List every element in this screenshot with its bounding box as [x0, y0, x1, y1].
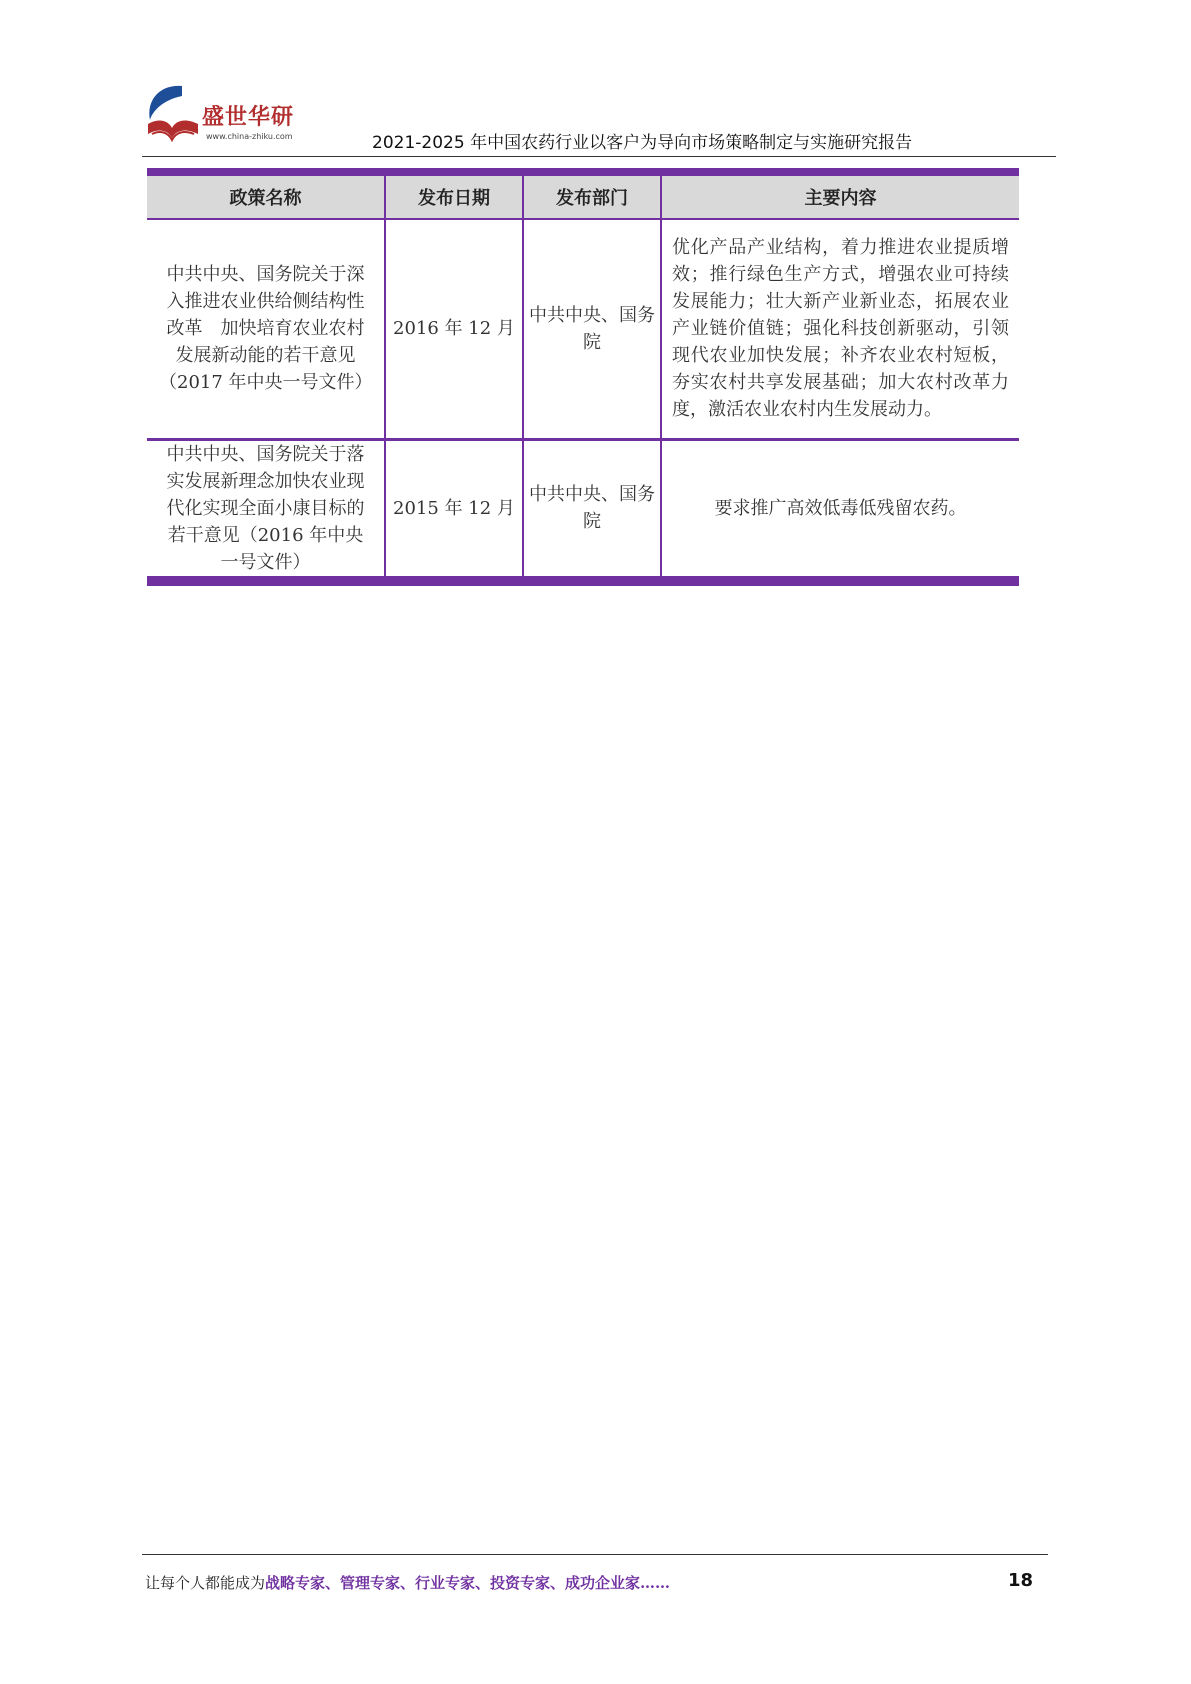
page-number: 18: [1008, 1570, 1034, 1591]
footer-divider: [142, 1554, 1048, 1555]
column-header-department: 发布部门: [523, 172, 661, 219]
policy-name-cell: 中共中央、国务院关于深入推进农业供给侧结构性改革 加快培育农业农村发展新动能的若干意见（2017 年中央一号文件）: [159, 264, 373, 394]
report-title: 2021-2025 年中国农药行业以客户为导向市场策略制定与实施研究报告: [372, 133, 913, 153]
main-content-cell: 要求推广高效低毒低残留农药。: [661, 439, 1019, 581]
company-logo: [142, 82, 317, 152]
column-header-main-content: 主要内容: [661, 172, 1019, 219]
table-row: [147, 439, 1019, 581]
release-date-cell: 2016 年 12 月: [385, 219, 523, 439]
department-cell: 中共中央、国务院: [523, 219, 661, 439]
logo-name: 盛世华研: [202, 105, 295, 130]
policy-name-cell: 中共中央、国务院关于落实发展新理念加快农业现代化实现全面小康目标的若干意见（2016 年中央一号文件）: [166, 443, 365, 573]
footer-slogan: [145, 1572, 670, 1593]
department-cell: 中共中央、国务院: [523, 439, 661, 581]
logo-book-icon: [142, 82, 202, 148]
column-header-policy-name: 政策名称: [147, 172, 385, 219]
slogan-highlight: 战略专家、管理专家、行业专家、投资专家、成功企业家……: [265, 1574, 671, 1592]
logo-url: www.china-zhiku.com: [206, 132, 293, 141]
column-header-release-date: 发布日期: [385, 172, 523, 219]
table-header-row: [147, 172, 1019, 219]
main-content-cell: 优化产品产业结构，着力推进农业提质增效；推行绿色生产方式，增强农业可持续发展能力；壮大新产业新业态，拓展农业产业链价值链；强化科技创新驱动，引领现代农业加快发展；补齐农业农村短板，夯实农村共享发展基础；加大农村改革力度，激活农业农村内生发展动力。: [661, 219, 1019, 439]
header-divider: [142, 156, 1056, 157]
policy-table: [147, 168, 1019, 586]
table-row: [147, 219, 1019, 439]
slogan-prefix: 让每个人都能成为: [145, 1574, 266, 1592]
release-date-cell: 2015 年 12 月: [385, 439, 523, 581]
